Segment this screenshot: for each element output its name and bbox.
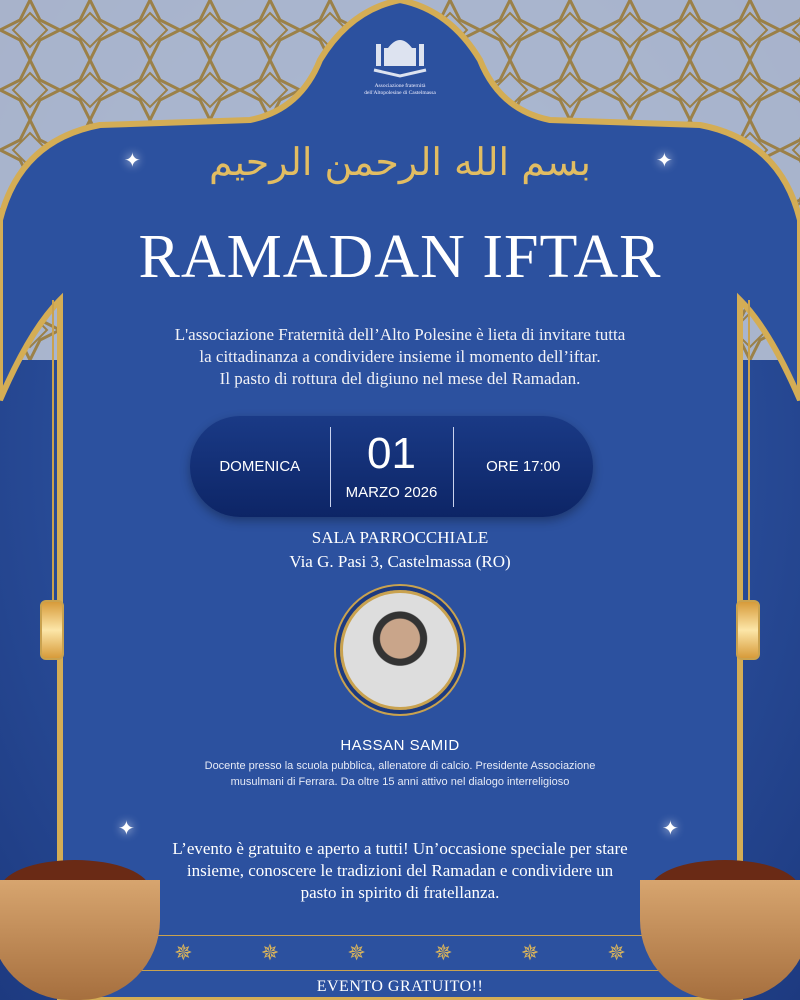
lantern-right-icon bbox=[736, 600, 760, 660]
star-ornament-icon: ✵ bbox=[434, 940, 453, 965]
footer-free-event: EVENTO GRATUITO!! bbox=[316, 978, 484, 995]
sparkle-icon: ✦ bbox=[118, 818, 135, 840]
sparkle-icon: ✦ bbox=[124, 150, 141, 172]
closing-line: insieme, conoscere le tradizioni del Ramadan e condividere un bbox=[186, 861, 614, 880]
mosque-logo-icon bbox=[370, 30, 430, 78]
decorative-border bbox=[140, 935, 660, 971]
intro-line: Il pasto di rottura del digiuno nel mese del Ramadan. bbox=[219, 369, 581, 388]
speaker-name: HASSAN SAMID bbox=[340, 737, 460, 754]
event-weekday: DOMENICA bbox=[219, 458, 301, 475]
speaker-bio bbox=[0, 758, 800, 790]
logo-caption: dell'Altopolesine di Castelmassa bbox=[364, 90, 436, 96]
venue bbox=[0, 526, 800, 574]
venue-address: Via G. Pasi 3, Castelmassa (RO) bbox=[289, 552, 511, 571]
bio-line: musulmani di Ferrara. Da oltre 15 anni attivo nel dialogo interreligioso bbox=[230, 776, 570, 788]
closing-line: pasto in spirito di fratellanza. bbox=[300, 883, 500, 902]
lantern-left-icon bbox=[40, 600, 64, 660]
star-ornament-icon: ✵ bbox=[520, 940, 540, 965]
closing-line: L’evento è gratuito e aperto a tutti! Un’occasione speciale per stare bbox=[172, 839, 628, 858]
intro-line: la cittadinanza a condividere insieme il momento dell’iftar. bbox=[199, 347, 601, 366]
association-logo bbox=[355, 30, 445, 97]
bio-line: Docente presso la scuola pubblica, allenatore di calcio. Presidente Associazione bbox=[204, 760, 596, 772]
sparkle-icon: ✦ bbox=[662, 818, 679, 840]
star-ornament-icon: ✵ bbox=[174, 940, 193, 965]
page-title: RAMADAN IFTAR bbox=[138, 223, 662, 291]
event-month-year: MARZO 2026 bbox=[345, 484, 438, 501]
star-ornament-icon: ✵ bbox=[260, 940, 280, 965]
sparkle-icon: ✦ bbox=[656, 150, 673, 172]
star-ornament-icon: ✵ bbox=[607, 940, 626, 965]
intro-text bbox=[0, 324, 800, 390]
star-ornament-icon: ✵ bbox=[347, 940, 366, 965]
venue-name: SALA PARROCCHIALE bbox=[311, 528, 489, 547]
intro-line: L'associazione Fraternità dell’Alto Polesine è lieta di invitare tutta bbox=[174, 325, 626, 344]
event-date-pill bbox=[190, 416, 593, 517]
event-day: 01 bbox=[367, 429, 416, 478]
logo-caption: Associazione fraternità bbox=[374, 83, 426, 89]
speaker-photo bbox=[340, 590, 460, 710]
bismillah-calligraphy: بسم الله الرحمن الرحيم bbox=[209, 140, 591, 184]
event-time: ORE 17:00 bbox=[486, 458, 561, 475]
